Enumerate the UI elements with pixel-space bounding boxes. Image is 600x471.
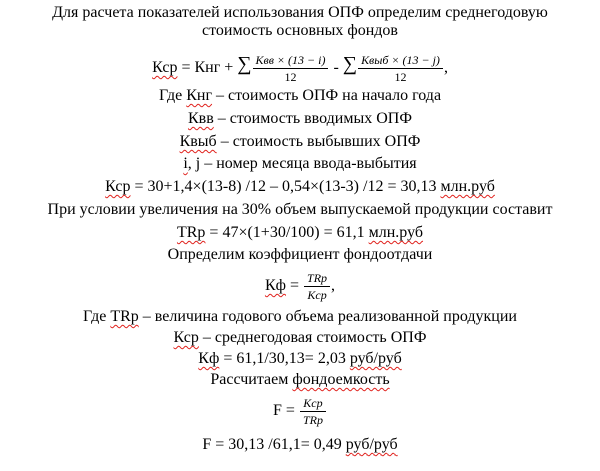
- definition-trp: [0, 308, 600, 326]
- definition-kvyb-var: Квыб: [179, 133, 217, 150]
- definition-trp-text: – величина годового объема реализованной продукции: [142, 308, 517, 325]
- definition-kvyb-text: – стоимость выбывших ОПФ: [220, 133, 421, 150]
- definition-kvv-text: – стоимость вводимых ОПФ: [217, 110, 412, 127]
- formula-kcp-minus: -: [333, 59, 339, 76]
- definition-kvv: [0, 110, 600, 128]
- fraction-f-numerator: Kcp: [300, 395, 326, 412]
- formula-kf-eq: =: [290, 277, 300, 294]
- formula-kf-lhs: Кф: [264, 277, 286, 294]
- calculation-kcp-expr: = 30+1,4×(13-8) /12 – 0,54×(13-3) /12 = 30,13: [134, 178, 437, 195]
- calculate-intensity-word: Рассчитаем: [210, 371, 289, 388]
- fraction-kf-numerator: TRp: [304, 270, 330, 287]
- fraction-kvv: [253, 52, 329, 85]
- where-word: Где: [158, 87, 183, 104]
- calculation-kcp-unit: млн.руб: [440, 178, 495, 195]
- definition-kng-var: Кнг: [186, 87, 213, 104]
- calculation-trp: [0, 224, 600, 242]
- intro-line-1: Для расчета показателей использования ОПФ определим среднегодовую: [52, 4, 548, 21]
- sigma-symbol-2: ∑: [342, 53, 358, 75]
- fraction-kvyb: [358, 52, 443, 85]
- definition-trp-var: TRр: [110, 308, 139, 325]
- calculation-kcp-var: Кср: [105, 178, 131, 195]
- formula-kcp-end: ,: [443, 59, 448, 76]
- calculation-trp-unit: млн.руб: [368, 224, 424, 241]
- fraction-kvyb-numerator: Квыб × (13 − j): [358, 52, 443, 69]
- calculation-kf-expr: = 61,1/30,13= 2,03: [223, 350, 346, 367]
- calculation-kf-unit: руб/руб: [349, 350, 402, 367]
- fraction-f-denominator: TRp: [302, 412, 323, 427]
- calculation-kf: [0, 350, 600, 368]
- calculation-f-expr: F = 30,13 /61,1= 0,49: [202, 436, 342, 453]
- where-word-2: Где: [83, 308, 107, 325]
- formula-kf: [0, 266, 600, 306]
- calculate-intensity-heading: [0, 371, 600, 389]
- fraction-kf-denominator: Kcp: [307, 287, 327, 302]
- formula-kcp-lhs: Кср: [152, 59, 178, 76]
- definition-ij-var: i: [183, 155, 188, 172]
- define-return-heading: Определим коэффициент фондоотдачи: [167, 246, 433, 263]
- fraction-kvv-numerator: Квв × (13 − i): [253, 52, 329, 69]
- intro-line-2: стоимость основных фондов: [202, 22, 398, 39]
- formula-kcp: [0, 44, 600, 84]
- calculation-f-unit: руб/руб: [345, 436, 398, 453]
- calculate-intensity-var: фондоемкость: [292, 371, 390, 388]
- formula-f-eq: =: [285, 402, 295, 419]
- definition-kvyb: [0, 133, 600, 151]
- formula-kf-end: ,: [331, 277, 336, 294]
- definition-avg-kcp: [0, 329, 600, 347]
- fraction-f: [300, 395, 326, 428]
- definition-avg-kcp-text: – среднегодовая стоимость ОПФ: [202, 329, 427, 346]
- sigma-symbol: ∑: [237, 53, 252, 75]
- calculation-f: [0, 436, 600, 454]
- calculation-trp-expr: = 47×(1+30/100) = 61,1: [209, 224, 365, 241]
- calculation-kcp: [0, 178, 600, 196]
- definition-kng: [0, 87, 600, 105]
- formula-kcp-eq-kng: = Кнг +: [181, 59, 234, 76]
- definition-kvv-var: Квв: [187, 110, 214, 127]
- calculation-trp-var: ТRр: [176, 224, 206, 241]
- fraction-kvyb-denominator: 12: [394, 69, 407, 84]
- formula-f: [0, 390, 600, 432]
- definition-avg-kcp-var: Кср: [173, 329, 199, 346]
- fraction-kvv-denominator: 12: [284, 69, 297, 84]
- formula-f-lhs: F: [273, 402, 282, 419]
- definition-ij-text: , j – номер месяца ввода-выбытия: [187, 155, 417, 172]
- fraction-kf: [304, 270, 330, 303]
- calculation-kf-var: Кф: [198, 350, 220, 367]
- definition-kng-text: – стоимость ОПФ на начало года: [216, 87, 442, 104]
- growth-sentence: При условии увеличения на 30% объем выпускаемой продукции составит: [47, 201, 553, 218]
- definition-ij: [0, 155, 600, 173]
